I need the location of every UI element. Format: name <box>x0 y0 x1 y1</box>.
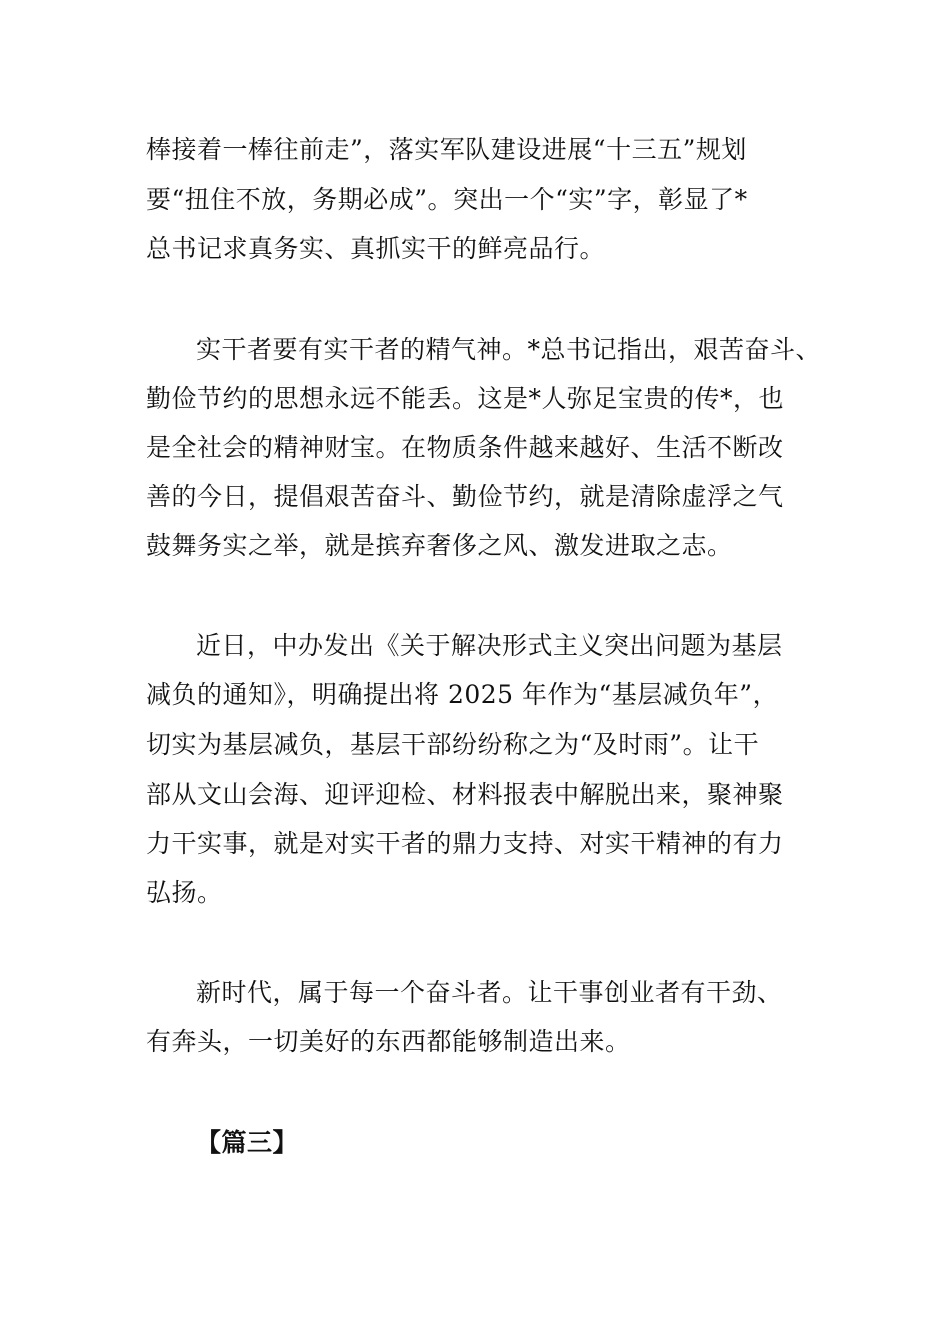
paragraph-4-line-1: 新时代，属于每一个奋斗者。让干事创业者有干劲、 <box>196 978 783 1007</box>
paragraph-4-line-2: 有奔头，一切美好的东西都能够制造出来。 <box>146 1027 631 1056</box>
section-heading: 【篇三】 <box>196 1128 299 1157</box>
paragraph-3-line-6: 弘扬。 <box>146 878 223 907</box>
paragraph-2-line-3: 是全社会的精神财宝。在物质条件越来越好、生活不断改 <box>146 433 784 462</box>
paragraph-3-line-4: 部从文山会海、迎评迎检、材料报表中解脱出来，聚神聚 <box>146 780 784 809</box>
paragraph-2-line-2: 勤俭节约的思想永远不能丢。这是*人弥足宝贵的传*，也 <box>146 384 785 413</box>
paragraph-1-line-3: 总书记求真务实、真抓实干的鲜亮品行。 <box>146 234 606 263</box>
paragraph-1-line-1: 棒接着一棒往前走”，落实军队建设进展“十三五”规划 <box>146 135 747 164</box>
paragraph-2-line-1: 实干者要有实干者的精气神。*总书记指出，艰苦奋斗、 <box>196 335 822 364</box>
paragraph-3-line-2: 减负的通知》，明确提出将 2025 年作为“基层减负年”， <box>146 680 779 709</box>
paragraph-3-line-5: 力干实事，就是对实干者的鼎力支持、对实干精神的有力 <box>146 829 784 858</box>
paragraph-2-line-5: 鼓舞务实之举，就是摈弃奢侈之风、激发进取之志。 <box>146 531 733 560</box>
paragraph-2-line-4: 善的今日，提倡艰苦奋斗、勤俭节约，就是清除虚浮之气 <box>146 482 784 511</box>
paragraph-1-line-2: 要“扭住不放，务期必成”。突出一个“实”字，彰显了* <box>146 185 748 214</box>
paragraph-3-line-1: 近日，中办发出《关于解决形式主义突出问题为基层 <box>196 631 783 660</box>
paragraph-3-line-3: 切实为基层减负，基层干部纷纷称之为“及时雨”。让干 <box>146 730 760 759</box>
